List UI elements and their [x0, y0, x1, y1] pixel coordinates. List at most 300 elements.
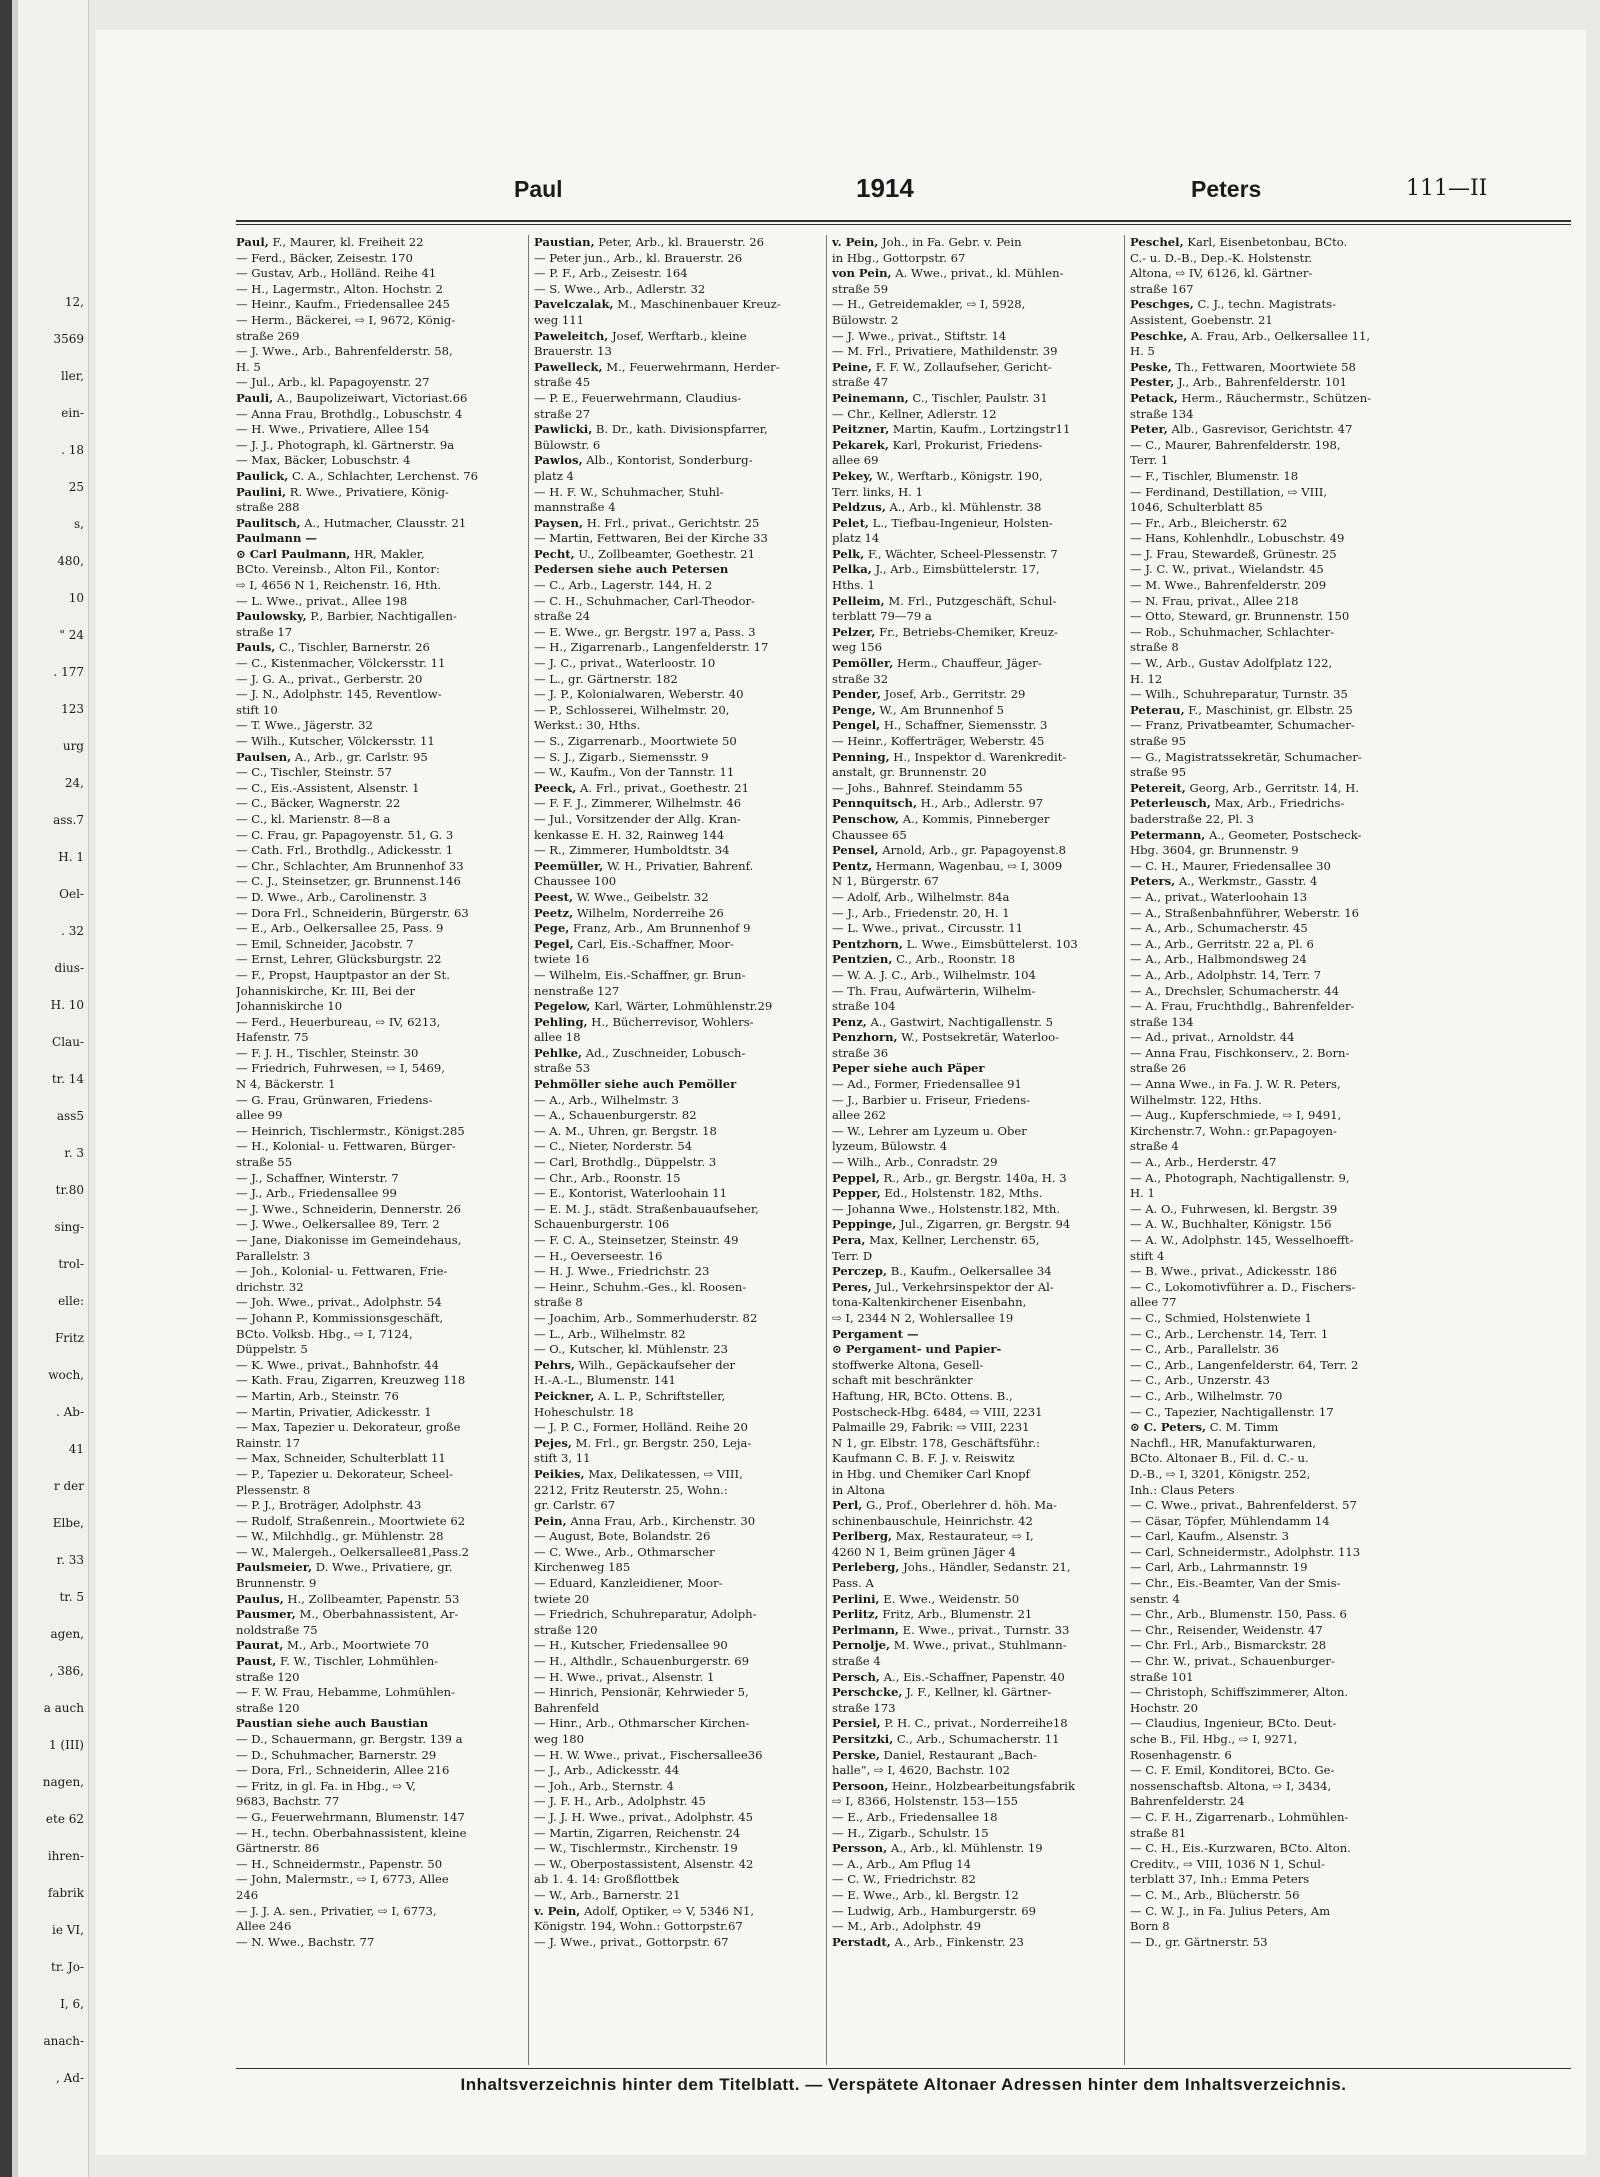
directory-entry: in Hbg. und Chemiker Carl Knopf — [832, 1466, 1030, 1481]
directory-entry: — J., Schaffner, Winterstr. 7 — [236, 1170, 399, 1185]
directory-entry: Pelleim, M. Frl., Putzgeschäft, Schul- — [832, 593, 1057, 608]
page-header — [96, 170, 1586, 210]
directory-entry: Pecht, U., Zollbeamter, Goethestr. 21 — [534, 546, 756, 561]
directory-entry: — L., gr. Gärtnerstr. 182 — [534, 671, 678, 686]
directory-entry: straße 104 — [832, 999, 896, 1014]
directory-entry: — C., kl. Marienstr. 8—8 a — [236, 811, 391, 826]
directory-entry: — A., Photograph, Nachtigallenstr. 9, — [1130, 1170, 1350, 1185]
directory-entry: C.- u. D.-B., Dep.-K. Holstenstr. — [1130, 250, 1313, 265]
directory-entry: Plessenstr. 8 — [236, 1482, 311, 1497]
directory-entry: — C., Bäcker, Wagnerstr. 22 — [236, 796, 401, 811]
directory-entry: Creditv., ⇨ VIII, 1036 N 1, Schul- — [1130, 1856, 1325, 1871]
previous-page-text-fragment: agen, — [50, 1627, 84, 1641]
previous-page-text-fragment: ihren- — [47, 1849, 84, 1863]
directory-entry: — D., Schauermann, gr. Bergstr. 139 a — [236, 1732, 463, 1746]
directory-entry: Pengel, H., Schaffner, Siemensstr. 3 — [832, 718, 1048, 733]
previous-page-text-fragment: ller, — [60, 369, 84, 383]
directory-entry: — H., techn. Oberbahnassistent, kleine — [236, 1825, 467, 1840]
directory-entry: — Heinr., Schuhm.-Ges., kl. Roosen- — [534, 1279, 747, 1294]
directory-entry: — J. N., Adolphstr. 145, Reventlow- — [236, 687, 442, 702]
directory-entry: — P. F., Arb., Zeisestr. 164 — [534, 266, 688, 281]
directory-entry: Bülowstr. 6 — [534, 437, 601, 452]
directory-entry: — C., Tischler, Steinstr. 57 — [236, 765, 392, 780]
header-rule — [236, 220, 1571, 222]
directory-entry: — O., Kutscher, kl. Mühlenstr. 23 — [534, 1342, 729, 1357]
directory-entry: — Rudolf, Straßenrein., Moortwiete 62 — [236, 1513, 466, 1528]
directory-entry: — Jul., Arb., kl. Papagoyenstr. 27 — [236, 375, 430, 390]
directory-entry: — D., Schuhmacher, Barnerstr. 29 — [236, 1747, 437, 1762]
previous-page-text-fragment: nagen, — [42, 1775, 84, 1789]
directory-entry: — K. Wwe., privat., Bahnhofstr. 44 — [236, 1357, 440, 1372]
directory-entry: Pegelow, Karl, Wärter, Lohmühlenstr.29 — [534, 999, 773, 1014]
directory-entry: — E. M. J., städt. Straßenbauaufseher, — [534, 1201, 759, 1216]
directory-entry: — Martin, Arb., Steinstr. 76 — [236, 1388, 399, 1403]
directory-entry: Pentz, Hermann, Wagenbau, ⇨ I, 3009 — [832, 858, 1063, 873]
page-footer: Inhaltsverzeichnis hinter dem Titelblatt. — Verspätete Altonaer Adressen hinter dem Inhaltsverzeichnis. — [460, 2075, 1347, 2094]
directory-entry: — H. Wwe., privat., Alsenstr. 1 — [534, 1669, 715, 1684]
directory-entry: Petermann, A., Geometer, Postscheck- — [1130, 827, 1362, 842]
directory-entry: — J., Arb., Friedensallee 99 — [236, 1186, 397, 1201]
directory-entry: Peemüller, W. H., Privatier, Bahrenf. — [534, 858, 754, 873]
directory-entry: Paulick, C. A., Schlachter, Lerchenst. 76 — [236, 468, 479, 483]
directory-entry: — H., Kolonial- u. Fettwaren, Bürger- — [236, 1139, 456, 1154]
directory-entry: Peters, A., Werkmstr., Gasstr. 4 — [1130, 874, 1318, 889]
directory-entry: — A. W., Buchhalter, Königstr. 156 — [1130, 1217, 1332, 1232]
directory-entry: — Friedrich, Fuhrwesen, ⇨ I, 5469, — [236, 1061, 445, 1076]
directory-entry: straße 95 — [1130, 734, 1187, 748]
directory-entry: anstalt, gr. Brunnenstr. 20 — [832, 765, 987, 780]
directory-entry: straße 81 — [1130, 1825, 1187, 1840]
directory-entry: — W., Oberpostassistent, Alsenstr. 42 — [534, 1856, 754, 1871]
directory-column-4 — [1130, 235, 1430, 2065]
directory-entry: — C. Frau, gr. Papagoyenstr. 51, G. 3 — [236, 827, 454, 842]
directory-entry: — Fr., Arb., Bleicherstr. 62 — [1130, 515, 1288, 530]
directory-entry: — J. C., privat., Waterloostr. 10 — [534, 656, 716, 671]
directory-entry: — Chr., Reisender, Weidenstr. 47 — [1130, 1622, 1323, 1637]
directory-entry: — C. H., Maurer, Friedensallee 30 — [1130, 858, 1331, 873]
directory-entry: — C., Tapezier, Nachtigallenstr. 17 — [1130, 1404, 1334, 1419]
directory-entry: Peetz, Wilhelm, Norderreihe 26 — [534, 905, 724, 920]
directory-entry: Pester, J., Arb., Bahrenfelderstr. 101 — [1130, 375, 1348, 390]
directory-entry: Pege, Franz, Arb., Am Brunnenhof 9 — [534, 921, 751, 936]
directory-entry: stift 10 — [236, 702, 278, 717]
directory-entry: Perlitz, Fritz, Arb., Blumenstr. 21 — [832, 1607, 1033, 1622]
directory-entry: — Jane, Diakonisse im Gemeindehaus, — [236, 1233, 462, 1247]
previous-page-text-fragment: . 177 — [53, 665, 84, 679]
directory-entry: — J. P., Kolonialwaren, Weberstr. 40 — [534, 687, 744, 702]
directory-entry: kenkasse E. H. 32, Rainweg 144 — [534, 827, 725, 842]
directory-entry: — J. Wwe., privat., Stiftstr. 14 — [832, 328, 1007, 343]
directory-entry: — Martin, Privatier, Adickesstr. 1 — [236, 1404, 432, 1419]
directory-entry: senstr. 4 — [1130, 1591, 1180, 1606]
directory-entry: — A., Arb., Schumacherstr. 45 — [1130, 921, 1308, 936]
previous-page-text-fragment: dius- — [54, 961, 84, 975]
directory-entry: — A., Schauenburgerstr. 82 — [534, 1108, 697, 1123]
directory-entry: Persoon, Heinr., Holzbearbeitungsfabrik — [832, 1778, 1076, 1793]
directory-entry: Haftung, HR, BCto. Ottens. B., — [832, 1388, 1013, 1403]
directory-entry: Pawelleck, M., Feuerwehrmann, Herder- — [534, 359, 780, 374]
directory-entry: straße 120 — [236, 1700, 300, 1715]
directory-entry: — A. O., Fuhrwesen, kl. Bergstr. 39 — [1130, 1201, 1338, 1216]
directory-entry: Paust, F. W., Tischler, Lohmühlen- — [236, 1654, 439, 1669]
directory-entry: — C. W. J., in Fa. Julius Peters, Am — [1130, 1903, 1331, 1918]
directory-entry: — J., Barbier u. Friseur, Friedens- — [832, 1092, 1031, 1107]
directory-entry: Pernolje, M. Wwe., privat., Stuhlmann- — [832, 1638, 1067, 1653]
directory-entry: Petack, Herm., Räuchermstr., Schützen- — [1130, 390, 1372, 405]
directory-entry: straße 55 — [236, 1155, 293, 1170]
directory-entry: — Chr., Arb., Blumenstr. 150, Pass. 6 — [1130, 1607, 1347, 1622]
directory-entry: Paulus, H., Zollbeamter, Papenstr. 53 — [236, 1591, 460, 1606]
previous-page-text-fragment: 3569 — [53, 332, 84, 346]
directory-entry: Palmaille 29, Fabrik: ⇨ VIII, 2231 — [832, 1420, 1030, 1435]
previous-page-text-fragment: , 386, — [49, 1664, 84, 1678]
directory-entry: — Peter jun., Arb., kl. Brauerstr. 26 — [534, 250, 743, 265]
previous-page-text-fragment: r der — [53, 1479, 84, 1493]
book-spine-shadow — [0, 0, 12, 2177]
directory-entry: Chaussee 65 — [832, 827, 907, 842]
directory-entry: Inh.: Claus Peters — [1130, 1482, 1235, 1497]
previous-page-text-fragment: 1 (III) — [48, 1738, 84, 1752]
directory-entry: sche B., Fil. Hbg., ⇨ I, 9271, — [1130, 1732, 1298, 1746]
directory-entry: Terr. links, H. 1 — [832, 484, 923, 499]
directory-entry: — A. Frau, Fruchthdlg., Bahrenfelder- — [1130, 999, 1355, 1014]
directory-entry: — J. J. H. Wwe., privat., Adolphstr. 45 — [534, 1809, 753, 1824]
directory-entry: Born 8 — [1130, 1919, 1170, 1934]
directory-entry: straße 47 — [832, 375, 889, 390]
directory-entry: Pergament — — [832, 1326, 919, 1341]
directory-entry: platz 4 — [534, 468, 574, 483]
directory-entry: — C., Arb., Langenfelderstr. 64, Terr. 2 — [1130, 1357, 1359, 1372]
previous-page-text-fragment: elle: — [58, 1294, 84, 1308]
previous-page-text-fragment: 10 — [68, 591, 84, 605]
previous-page-text-fragment: 123 — [61, 702, 84, 716]
directory-entry: — Hans, Kohlenhdlr., Lobuschstr. 49 — [1130, 531, 1345, 546]
directory-entry: von Pein, A. Wwe., privat., kl. Mühlen- — [832, 266, 1064, 281]
directory-entry: — M. Wwe., Bahrenfelderstr. 209 — [1130, 578, 1327, 593]
directory-entry: BCto. Volksb. Hbg., ⇨ I, 7124, — [236, 1326, 413, 1341]
previous-page-text-fragment: 25 — [68, 480, 84, 494]
directory-entry: — Johann P., Kommissionsgeschäft, — [236, 1310, 444, 1325]
directory-entry: — Hinrich, Pensionär, Kehrwieder 5, — [534, 1685, 749, 1700]
directory-entry: — A., Arb., Halbmondsweg 24 — [1130, 952, 1307, 967]
directory-entry: BCto. Altonaer B., Fil. d. C.- u. — [1130, 1451, 1309, 1466]
directory-entry: Kirchenweg 185 — [534, 1560, 631, 1575]
directory-entry: — C. W., Friedrichstr. 82 — [832, 1872, 976, 1887]
directory-entry: — J. J., Photograph, kl. Gärtnerstr. 9a — [236, 437, 455, 452]
directory-entry: — Th. Frau, Aufwärterin, Wilhelm- — [832, 983, 1036, 998]
directory-entry: weg 156 — [832, 640, 883, 655]
directory-entry: H. 5 — [1130, 344, 1155, 359]
directory-entry: Peitzner, Martin, Kaufm., Lortzingstr11 — [832, 422, 1071, 437]
directory-entry: — J., Arb., Adickesstr. 44 — [534, 1763, 680, 1778]
previous-page-text-fragment: H. 10 — [50, 998, 84, 1012]
directory-entry: Pekey, W., Werftarb., Königstr. 190, — [832, 468, 1043, 483]
directory-entry: — C., Arb., Lagerstr. 144, H. 2 — [534, 578, 713, 593]
previous-page-text-fragment: tr. 5 — [59, 1590, 84, 1604]
directory-entry: allee 18 — [534, 1030, 581, 1045]
directory-entry: Hoheschulstr. 18 — [534, 1404, 634, 1419]
directory-entry: — Cäsar, Töpfer, Mühlendamm 14 — [1130, 1513, 1330, 1528]
directory-entry: Paweleitch, Josef, Werftarb., kleine — [534, 328, 747, 343]
directory-entry: — T. Wwe., Jägerstr. 32 — [236, 718, 373, 733]
directory-entry: — P. J., Broträger, Adolphstr. 43 — [236, 1498, 422, 1513]
directory-entry: ⊙ C. Peters, C. M. Timm — [1130, 1420, 1279, 1435]
directory-entry: — Emil, Schneider, Jacobstr. 7 — [236, 936, 414, 951]
directory-entry: ⇨ I, 2344 N 2, Wohlersallee 19 — [832, 1310, 1014, 1325]
directory-entry: Persiel, P. H. C., privat., Norderreihe18 — [832, 1716, 1068, 1731]
directory-entry: — J. J. A. sen., Privatier, ⇨ I, 6773, — [236, 1903, 437, 1918]
directory-entry: — H., Schneidermstr., Papenstr. 50 — [236, 1856, 443, 1871]
directory-entry: — Ferd., Bäcker, Zeisestr. 170 — [236, 250, 413, 265]
directory-entry: Peterau, F., Maschinist, gr. Elbstr. 25 — [1130, 702, 1353, 717]
previous-page-text-fragment: Oel- — [59, 887, 84, 901]
directory-entry: Pein, Anna Frau, Arb., Kirchenstr. 30 — [534, 1513, 756, 1528]
directory-entry: Peschel, Karl, Eisenbetonbau, BCto. — [1130, 235, 1348, 249]
directory-entry: — Wilh., Arb., Conradstr. 29 — [832, 1155, 998, 1170]
directory-entry: nossenschaftsb. Altona, ⇨ I, 3434, — [1130, 1778, 1332, 1793]
directory-entry: Penge, W., Am Brunnenhof 5 — [832, 702, 1005, 717]
directory-entry: 4260 N 1, Beim grünen Jäger 4 — [832, 1544, 1016, 1559]
directory-entry: — Anna Frau, Brothdlg., Lobuschstr. 4 — [236, 406, 463, 421]
directory-entry: Perczep, B., Kaufm., Oelkersallee 34 — [832, 1264, 1052, 1279]
directory-entry: tona-Kaltenkirchener Eisenbahn, — [832, 1295, 1027, 1310]
directory-entry: straße 24 — [534, 609, 591, 624]
directory-entry: — Martin, Fettwaren, Bei der Kirche 33 — [534, 531, 768, 546]
directory-entry: Paul, F., Maurer, kl. Freiheit 22 — [236, 235, 424, 249]
directory-entry: Perl, G., Prof., Oberlehrer d. höh. Ma- — [832, 1498, 1057, 1513]
directory-entry: — C. H., Eis.-Kurzwaren, BCto. Alton. — [1130, 1841, 1351, 1856]
directory-entry: — Chr. W., privat., Schauenburger- — [1130, 1654, 1335, 1669]
directory-entry: Altona, ⇨ IV, 6126, kl. Gärtner- — [1130, 266, 1313, 281]
directory-entry: — Dora, Frl., Schneiderin, Allee 216 — [236, 1763, 450, 1778]
directory-entry: — Christoph, Schiffszimmerer, Alton. — [1130, 1685, 1349, 1700]
directory-entry: Perleberg, Johs., Händler, Sedanstr. 21, — [832, 1560, 1071, 1575]
directory-entry: — Ludwig, Arb., Hamburgerstr. 69 — [832, 1903, 1036, 1918]
directory-entry: straße 134 — [1130, 406, 1194, 421]
directory-entry: Persch, A., Eis.-Schaffner, Papenstr. 40 — [832, 1669, 1065, 1684]
directory-entry: ⇨ I, 4656 N 1, Reichenstr. 16, Hth. — [236, 578, 441, 593]
directory-entry: Bülowstr. 2 — [832, 312, 899, 327]
directory-page — [96, 30, 1586, 2155]
page-number: 111—II — [1406, 176, 1488, 201]
directory-entry: Hochstr. 20 — [1130, 1700, 1199, 1715]
directory-entry: Paulowsky, P., Barbier, Nachtigallen- — [236, 609, 457, 624]
directory-entry: — H. F. W., Schuhmacher, Stuhl- — [534, 484, 724, 499]
directory-entry: — D. Wwe., Arb., Carolinenstr. 3 — [236, 889, 427, 904]
previous-page-text-fragment: Fritz — [54, 1331, 84, 1345]
directory-entry: — Carl, Kaufm., Alsenstr. 3 — [1130, 1529, 1290, 1544]
directory-entry: — H. W. Wwe., privat., Fischersallee36 — [534, 1747, 763, 1762]
directory-entry: stift 3, 11 — [534, 1451, 591, 1466]
directory-entry: straße 167 — [1130, 281, 1194, 296]
directory-entry: — E. Wwe., Arb., kl. Bergstr. 12 — [832, 1887, 1019, 1902]
directory-entry: — P. E., Feuerwehrmann, Claudius- — [534, 390, 742, 405]
previous-page-text-fragment: ein- — [61, 406, 84, 420]
directory-entry: — Eduard, Kanzleidiener, Moor- — [534, 1576, 723, 1591]
directory-entry: straße 53 — [534, 1061, 591, 1076]
directory-entry: Assistent, Goebenstr. 21 — [1130, 312, 1273, 327]
directory-entry: 9683, Bachstr. 77 — [236, 1794, 340, 1809]
directory-entry: Penning, H., Inspektor d. Warenkredit- — [832, 749, 1067, 764]
directory-entry: Nachfl., HR, Manufakturwaren, — [1130, 1435, 1317, 1450]
directory-entry: — L. Wwe., privat., Allee 198 — [236, 593, 408, 608]
directory-entry: Pedersen siehe auch Petersen — [534, 562, 729, 577]
directory-entry: — C., Maurer, Bahrenfelderstr. 198, — [1130, 437, 1341, 452]
directory-entry: — C. F. H., Zigarrenarb., Lohmühlen- — [1130, 1809, 1349, 1824]
directory-entry: Peterleusch, Max, Arb., Friedrichs- — [1130, 796, 1345, 811]
directory-entry: Peter, Alb., Gasrevisor, Gerichtstr. 47 — [1130, 422, 1353, 437]
directory-entry: twiete 16 — [534, 952, 590, 967]
directory-entry: — A., Arb., Adolphstr. 14, Terr. 7 — [1130, 967, 1322, 982]
directory-entry: drichstr. 32 — [236, 1279, 304, 1294]
directory-entry: 246 — [236, 1887, 259, 1902]
directory-entry: Peest, W. Wwe., Geibelstr. 32 — [534, 889, 709, 904]
directory-entry: — Ferdinand, Destillation, ⇨ VIII, — [1130, 484, 1328, 499]
directory-entry: Paurat, M., Arb., Moortwiete 70 — [236, 1638, 429, 1653]
previous-page-text-fragment: tr.80 — [55, 1183, 84, 1197]
directory-entry: Brauerstr. 13 — [534, 344, 612, 359]
directory-entry: — Johanna Wwe., Holstenstr.182, Mth. — [832, 1201, 1061, 1216]
directory-entry: Pensel, Arnold, Arb., gr. Papagoyenst.8 — [832, 843, 1067, 858]
directory-entry: terblatt 37, Inh.: Emma Peters — [1130, 1872, 1310, 1887]
directory-entry: — Chr., Schlachter, Am Brunnenhof 33 — [236, 858, 464, 873]
directory-entry: Rosenhagenstr. 6 — [1130, 1747, 1232, 1762]
directory-entry: Pawlos, Alb., Kontorist, Sonderburg- — [534, 453, 753, 468]
directory-entry: straße 269 — [236, 328, 300, 343]
previous-page-text-fragment: . 18 — [61, 443, 84, 457]
directory-entry: Peine, F. F. W., Zollaufseher, Gericht- — [832, 359, 1052, 374]
directory-entry: — A., Arb., Gerritstr. 22 a, Pl. 6 — [1130, 936, 1314, 951]
directory-entry: allee 69 — [832, 453, 879, 468]
directory-entry: — Rob., Schuhmacher, Schlachter- — [1130, 624, 1335, 639]
directory-entry: Penschow, A., Kommis, Pinneberger — [832, 811, 1050, 826]
header-first-name: Paul — [514, 176, 563, 202]
directory-entry: — Chr., Kellner, Adlerstr. 12 — [832, 406, 997, 421]
directory-entry: Düppelstr. 5 — [236, 1342, 308, 1357]
directory-entry: — Heinr., Kaufm., Friedensallee 245 — [236, 297, 450, 312]
previous-page-text-fragment: urg — [62, 739, 84, 753]
directory-entry: — Jul., Vorsitzender der Allg. Kran- — [534, 811, 741, 826]
directory-entry: — Ad., Former, Friedensallee 91 — [832, 1077, 1022, 1092]
directory-entry: Pelet, L., Tiefbau-Ingenieur, Holsten- — [832, 515, 1053, 530]
directory-entry: Peschke, A. Frau, Arb., Oelkersallee 11, — [1130, 328, 1371, 343]
directory-entry: — H., Zigarrenarb., Langenfelderstr. 17 — [534, 640, 769, 655]
directory-entry: — Aug., Kupferschmiede, ⇨ I, 9491, — [1130, 1108, 1342, 1123]
previous-page-text-fragment: trol- — [58, 1257, 84, 1271]
directory-entry: — F. F. J., Zimmerer, Wilhelmstr. 46 — [534, 796, 742, 811]
directory-entry: — Cath. Frl., Brothdlg., Adickesstr. 1 — [236, 843, 454, 858]
directory-entry: — Chr., Eis.-Beamter, Van der Smis- — [1130, 1576, 1341, 1591]
previous-page-text-fragment: s, — [74, 517, 84, 531]
directory-entry: Werkst.: 30, Hths. — [534, 718, 641, 733]
previous-page-text-fragment: r. 33 — [56, 1553, 84, 1567]
directory-entry: 2212, Fritz Reuterstr. 25, Wohn.: — [534, 1482, 728, 1497]
directory-entry: Pegel, Carl, Eis.-Schaffner, Moor- — [534, 936, 734, 951]
directory-entry: stift 4 — [1130, 1248, 1165, 1263]
directory-entry: Paustian siehe auch Baustian — [236, 1716, 429, 1731]
directory-entry: Perlberg, Max, Restaurateur, ⇨ I, — [832, 1529, 1034, 1544]
previous-page-text-fragment: " 24 — [59, 628, 84, 642]
directory-entry: — C., Arb., Wilhelmstr. 70 — [1130, 1388, 1283, 1403]
directory-entry: schaft mit beschränkter — [832, 1373, 973, 1388]
directory-entry: — M., Arb., Adolphstr. 49 — [832, 1919, 981, 1934]
directory-entry: — C. M., Arb., Blücherstr. 56 — [1130, 1887, 1300, 1902]
directory-entry: Paulini, R. Wwe., Privatiere, König- — [236, 484, 449, 499]
directory-entry: — C. J., Steinsetzer, gr. Brunnenst.146 — [236, 874, 461, 889]
directory-entry: — Joh. Wwe., privat., Adolphstr. 54 — [236, 1295, 442, 1310]
directory-entry: Peldzus, A., Arb., kl. Mühlenstr. 38 — [832, 500, 1042, 515]
directory-entry: straße 17 — [236, 624, 293, 639]
directory-entry: Peppinge, Jul., Zigarren, gr. Bergstr. 94 — [832, 1217, 1071, 1232]
directory-entry: straße 120 — [534, 1622, 598, 1637]
directory-entry: — H., Getreidemakler, ⇨ I, 5928, — [832, 297, 1026, 312]
directory-entry: terblatt 79—79 a — [832, 609, 932, 624]
directory-entry: Peres, Jul., Verkehrsinspektor der Al- — [832, 1279, 1054, 1294]
directory-entry: Chaussee 100 — [534, 874, 617, 889]
directory-entry: — F., Tischler, Blumenstr. 18 — [1130, 468, 1299, 483]
directory-entry: Perlmann, E. Wwe., privat., Turnstr. 33 — [832, 1622, 1070, 1637]
directory-entry: D.-B., ⇨ I, 3201, Königstr. 252, — [1130, 1466, 1311, 1481]
directory-entry: Paulsen, A., Arb., gr. Carlstr. 95 — [236, 749, 428, 764]
directory-entry: — Hinr., Arb., Othmarscher Kirchen- — [534, 1716, 750, 1731]
previous-page-text-fragment: H. 1 — [58, 850, 84, 864]
directory-entry: Pelzer, Fr., Betriebs-Chemiker, Kreuz- — [832, 624, 1058, 639]
directory-entry: — Otto, Steward, gr. Brunnenstr. 150 — [1130, 609, 1350, 624]
directory-entry: — Heinr., Kofferträger, Weberstr. 45 — [832, 734, 1045, 748]
directory-entry: — J. Wwe., Arb., Bahrenfelderstr. 58, — [236, 344, 453, 359]
directory-entry: Paysen, H. Frl., privat., Gerichtstr. 25 — [534, 515, 760, 530]
directory-entry: — C. Wwe., privat., Bahrenfelderst. 57 — [1130, 1498, 1357, 1513]
directory-entry: gr. Carlstr. 67 — [534, 1498, 616, 1513]
directory-entry: halle“, ⇨ I, 4620, Bachstr. 102 — [832, 1763, 1010, 1778]
directory-entry: Peikies, Max, Delikatessen, ⇨ VIII, — [534, 1466, 743, 1481]
header-last-name: Peters — [1191, 176, 1262, 202]
directory-entry: straße 26 — [1130, 1061, 1187, 1076]
directory-entry: H. 1 — [1130, 1186, 1155, 1201]
directory-entry: — E. Wwe., gr. Bergstr. 197 a, Pass. 3 — [534, 624, 756, 639]
directory-entry: — C., Arb., Parallelstr. 36 — [1130, 1342, 1279, 1357]
directory-entry: — H. J. Wwe., Friedrichstr. 23 — [534, 1264, 710, 1279]
directory-entry: straße 95 — [1130, 765, 1187, 780]
directory-entry: — M. Frl., Privatiere, Mathildenstr. 39 — [832, 344, 1058, 359]
directory-entry: Pauli, A., Baupolizeiwart, Victoriast.66 — [236, 390, 468, 405]
directory-entry: — C. Wwe., Arb., Othmarscher — [534, 1544, 715, 1559]
directory-entry: — J. C. W., privat., Wielandstr. 45 — [1130, 562, 1324, 577]
directory-entry: allee 77 — [1130, 1295, 1177, 1310]
directory-entry: — J. G. A., privat., Gerberstr. 20 — [236, 671, 423, 686]
directory-entry: — W., Arb., Barnerstr. 21 — [534, 1887, 681, 1902]
directory-entry: N 1, Bürgerstr. 67 — [832, 874, 939, 889]
directory-entry: N 1, gr. Elbstr. 178, Geschäftsführ.: — [832, 1435, 1040, 1450]
directory-entry: Pera, Max, Kellner, Lerchenstr. 65, — [832, 1233, 1040, 1247]
directory-entry: allee 262 — [832, 1108, 886, 1123]
directory-column-1 — [236, 235, 521, 2065]
directory-entry: — Carl, Schneidermstr., Adolphstr. 113 — [1130, 1544, 1361, 1559]
directory-entry: — Dora Frl., Schneiderin, Bürgerstr. 63 — [236, 905, 469, 920]
directory-entry: — August, Bote, Bolandstr. 26 — [534, 1529, 711, 1544]
directory-entry: Pejes, M. Frl., gr. Bergstr. 250, Leja- — [534, 1435, 752, 1450]
directory-entry: — L. Wwe., privat., Circusstr. 11 — [832, 921, 1023, 936]
previous-page-text-fragment: 41 — [68, 1442, 84, 1456]
directory-entry: — Heinrich, Tischlermstr., Königst.285 — [236, 1123, 465, 1138]
directory-entry: Kirchenstr.7, Wohn.: gr.Papagoyen- — [1130, 1123, 1337, 1138]
directory-entry: — R., Zimmerer, Humboldtstr. 34 — [534, 843, 730, 858]
directory-entry: — S. Wwe., Arb., Adlerstr. 32 — [534, 281, 706, 296]
directory-entry: Hafenstr. 75 — [236, 1030, 309, 1045]
directory-entry: — Max, Tapezier u. Dekorateur, große — [236, 1420, 461, 1435]
header-year: 1914 — [856, 173, 914, 203]
directory-entry: — A. M., Uhren, gr. Bergstr. 18 — [534, 1123, 717, 1138]
